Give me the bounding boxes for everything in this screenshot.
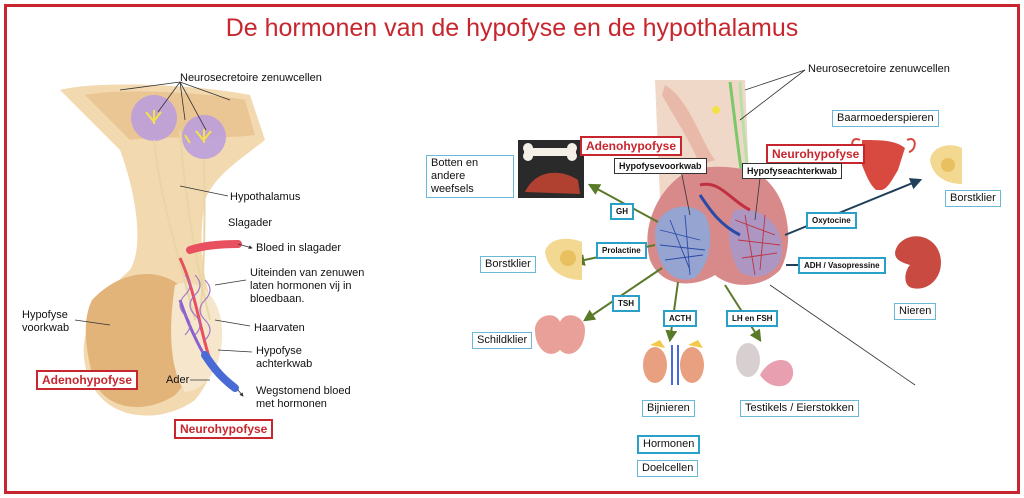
label-anterior-lobe-right: Hypofysevoorkwab bbox=[614, 158, 707, 174]
label-posterior-lobe: Hypofyse achterkwab bbox=[256, 345, 313, 370]
label-hypothalamus: Hypothalamus bbox=[230, 191, 301, 203]
target-bones: Botten en andere weefsels bbox=[426, 155, 514, 198]
legend-hormones: Hormonen bbox=[637, 435, 700, 454]
target-breast-left: Borstklier bbox=[480, 256, 536, 273]
label-vein: Ader bbox=[166, 374, 190, 386]
page-title: De hormonen van de hypofyse en de hypothalamus bbox=[225, 14, 799, 42]
label-capillaries: Haarvaten bbox=[254, 322, 305, 334]
label-nerve-endings: Uiteinden van zenuwen laten hormonen vij in bloedbaan. bbox=[250, 267, 365, 305]
bone-muscle-image bbox=[518, 140, 584, 198]
target-gonads: Testikels / Eierstokken bbox=[740, 400, 859, 417]
label-neurosecretory-right: Neurosecretoire zenuwcellen bbox=[808, 63, 950, 75]
left-pituitary-illustration bbox=[60, 85, 265, 416]
gonads-image bbox=[736, 343, 793, 386]
hormone-prolactine: Prolactine bbox=[596, 242, 647, 259]
label-artery: Slagader bbox=[228, 217, 273, 229]
right-pituitary-illustration bbox=[647, 80, 788, 285]
hormone-acth: ACTH bbox=[663, 310, 697, 327]
hormone-adh: ADH / Vasopressine bbox=[798, 257, 886, 274]
label-neurosecretory-left: Neurosecretoire zenuwcellen bbox=[180, 72, 322, 84]
adrenal-image bbox=[643, 340, 704, 385]
label-anterior-lobe: Hypofyse voorkwab bbox=[22, 309, 70, 334]
hormone-tsh: TSH bbox=[612, 295, 640, 312]
label-adenohypofyse-right: Adenohypofyse bbox=[580, 136, 682, 156]
hormone-oxytocine: Oxytocine bbox=[806, 212, 857, 229]
legend-targets: Doelcellen bbox=[637, 460, 698, 477]
label-outflow: Wegstomend bloed met hormonen bbox=[256, 385, 351, 410]
label-artery-blood: Bloed in slagader bbox=[256, 242, 342, 254]
target-kidneys: Nieren bbox=[894, 303, 936, 320]
label-neurohypofyse-right: Neurohypofyse bbox=[766, 144, 865, 164]
breast-right-image bbox=[930, 145, 962, 184]
target-uterus: Baarmoederspieren bbox=[832, 110, 939, 127]
target-thyroid: Schildklier bbox=[472, 332, 532, 349]
label-posterior-lobe-right: Hypofyseachterkwab bbox=[742, 163, 842, 179]
breast-left-image bbox=[545, 239, 582, 280]
thyroid-image bbox=[535, 315, 585, 354]
label-adenohypofyse-left: Adenohypofyse bbox=[36, 370, 138, 390]
label-neurohypofyse-left: Neurohypofyse bbox=[174, 419, 273, 439]
hormone-lh-fsh: LH en FSH bbox=[726, 310, 778, 327]
target-adrenal: Bijnieren bbox=[642, 400, 695, 417]
target-breast-right: Borstklier bbox=[945, 190, 1001, 207]
kidney-image bbox=[895, 236, 941, 288]
hormone-gh: GH bbox=[610, 203, 634, 220]
